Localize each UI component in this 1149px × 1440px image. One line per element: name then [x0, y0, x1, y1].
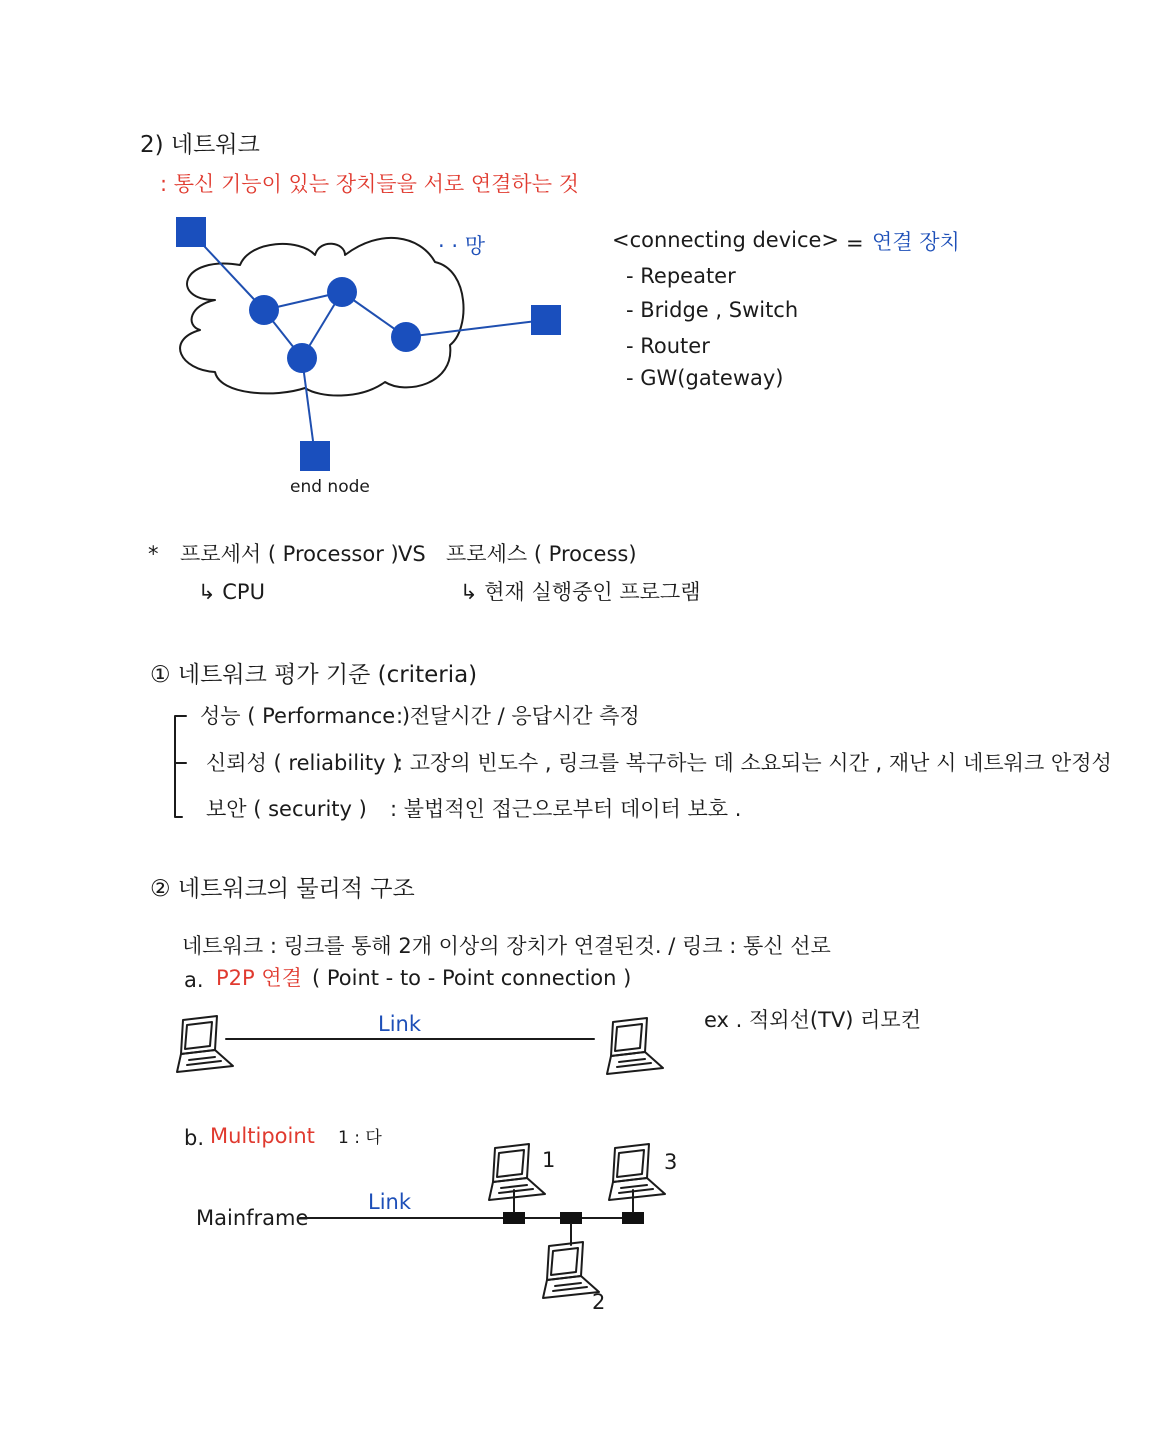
process-meaning: ↳ 현재 실행중인 프로그램 [460, 580, 701, 604]
multipoint-ratio: 1 : 다 [338, 1128, 382, 1148]
bus-tap [503, 1212, 525, 1224]
p2p-link-label: Link [378, 1012, 422, 1036]
multipoint-link-label: Link [368, 1190, 412, 1214]
criteria-name: 보안 ( security ) [206, 797, 367, 821]
mainframe-label: Mainframe [196, 1206, 309, 1230]
multipoint-name: Multipoint [210, 1124, 315, 1148]
bus-tap [560, 1212, 582, 1224]
laptop-icon [543, 1242, 599, 1298]
end-node-bottom [300, 441, 330, 471]
laptop-icon [177, 1016, 233, 1072]
p2p-example: ex . 적외선(TV) 리모컨 [704, 1008, 921, 1032]
star-mark: * [148, 542, 159, 566]
network-node [327, 277, 357, 307]
laptop-icon [609, 1144, 665, 1200]
connecting-device-meaning: 연결 장치 [872, 230, 960, 254]
end-node-label: end node [290, 477, 370, 497]
device-item: - Router [626, 334, 710, 358]
p2p-prefix: a. [184, 968, 204, 992]
vs-label: VS [398, 542, 426, 566]
mang-label: · · 망 [438, 234, 485, 258]
device-item: - GW(gateway) [626, 366, 784, 390]
network-cloud [180, 238, 463, 396]
network-node [249, 295, 279, 325]
processor-meaning: ↳ CPU [198, 580, 265, 604]
multipoint-device-label: 2 [592, 1290, 606, 1314]
link-d-right [406, 320, 545, 337]
bus-tap [622, 1212, 644, 1224]
criteria-name: 신뢰성 ( reliability ) [206, 751, 401, 775]
criteria-title: ① 네트워크 평가 기준 (criteria) [150, 662, 478, 688]
multipoint-device-label: 3 [664, 1150, 678, 1174]
process-term: 프로세스 ( Process) [446, 542, 637, 566]
p2p-name: P2P 연결 [216, 966, 302, 990]
criteria-name: 성능 ( Performance ) [200, 704, 411, 728]
device-item: - Repeater [626, 264, 736, 288]
section-title-network: 2) 네트워크 [140, 132, 260, 158]
criteria-bracket [175, 716, 186, 817]
physical-title: ② 네트워크의 물리적 구조 [150, 876, 415, 902]
equals-sign: = [846, 231, 864, 255]
network-node [391, 322, 421, 352]
criteria-desc: : 고장의 빈도수 , 링크를 복구하는 데 소요되는 시간 , 재난 시 네트워크 안정성 [396, 751, 1112, 775]
network-definition: : 통신 기능이 있는 장치들을 서로 연결하는 것 [160, 172, 579, 196]
criteria-desc: : 전달시간 / 응답시간 측정 [396, 704, 640, 728]
physical-definition: 네트워크 : 링크를 통해 2개 이상의 장치가 연결된것. / 링크 : 통신 선로 [182, 934, 831, 958]
laptop-icon [489, 1144, 545, 1200]
device-item: - Bridge , Switch [626, 298, 799, 322]
connecting-device-heading: <connecting device> [612, 228, 840, 252]
criteria-desc: : 불법적인 접근으로부터 데이터 보호 . [390, 797, 742, 821]
multipoint-prefix: b. [184, 1126, 205, 1150]
p2p-full: ( Point - to - Point connection ) [312, 966, 632, 990]
processor-term: 프로세서 ( Processor ) [180, 542, 399, 566]
end-node-right [531, 305, 561, 335]
multipoint-device-label: 1 [542, 1148, 556, 1172]
end-node-topleft [176, 217, 206, 247]
laptop-icon [607, 1018, 663, 1074]
network-node [287, 343, 317, 373]
